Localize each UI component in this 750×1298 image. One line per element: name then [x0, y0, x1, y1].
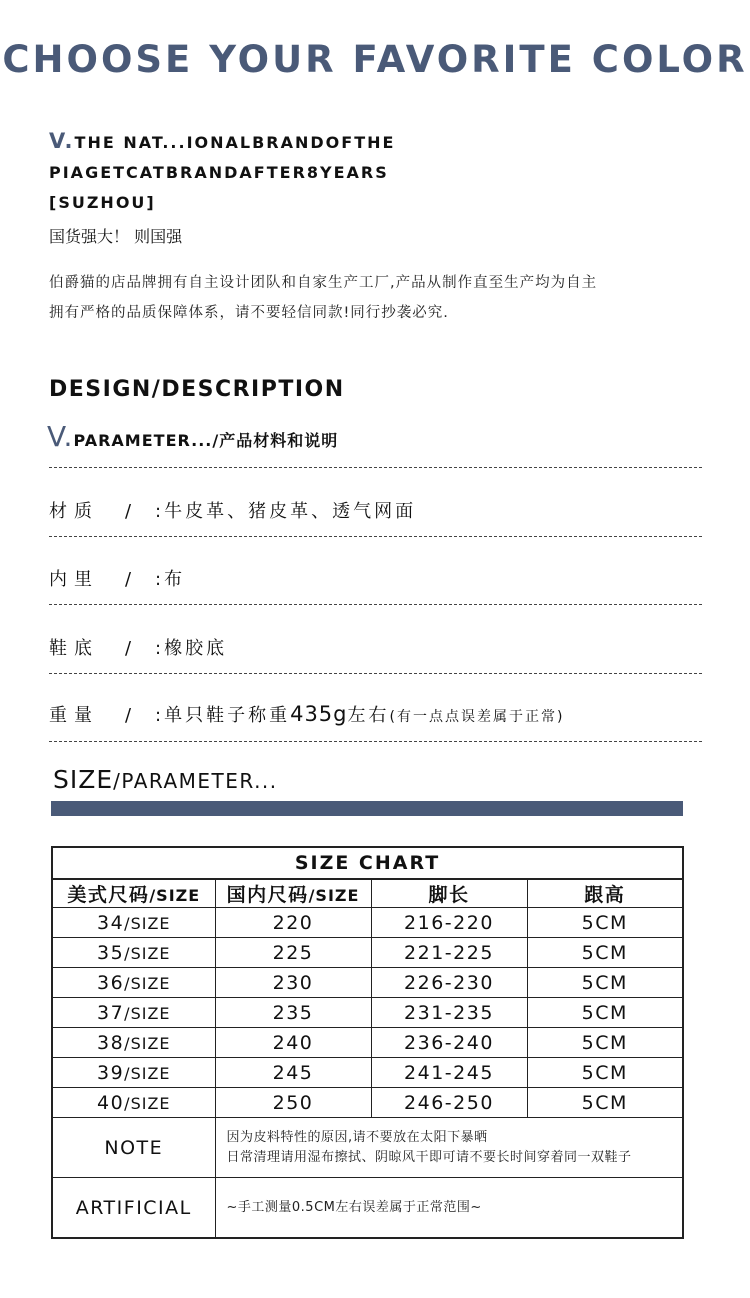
us-size-suffix: /SIZE — [124, 973, 171, 993]
cell-foot-length: 231-235 — [371, 998, 527, 1028]
parameter-heading — [47, 420, 338, 453]
divider — [49, 467, 702, 468]
param-row-weight — [49, 701, 564, 727]
cell-heel-height: 5CM — [527, 938, 683, 968]
cell-foot-length: 241-245 — [371, 1058, 527, 1088]
artificial-text: ~手工测量0.5CM左右误差属于正常范围~ — [215, 1178, 683, 1239]
param-separator: / — [125, 705, 139, 726]
cell-heel-height: 5CM — [527, 908, 683, 938]
cell-us-size — [52, 1058, 215, 1088]
us-size-value: 37 — [96, 1001, 125, 1024]
description-line-1: 伯爵猫的店品牌拥有自主设计团队和自家生产工厂,产品从制作直至生产均为自主 — [49, 275, 598, 291]
cell-heel-height: 5CM — [527, 998, 683, 1028]
table-row — [52, 908, 683, 938]
cell-foot-length: 246-250 — [371, 1088, 527, 1118]
brand-block — [49, 126, 395, 218]
cell-heel-height: 5CM — [527, 1058, 683, 1088]
cell-us-size — [52, 998, 215, 1028]
weight-suffix: 左右 — [347, 705, 390, 726]
us-size-value: 36 — [96, 971, 125, 994]
us-size-value: 38 — [96, 1031, 125, 1054]
param-label: 材质 — [49, 501, 99, 522]
us-size-value: 40 — [96, 1091, 125, 1114]
header-main: 美式尺码 — [67, 884, 150, 906]
param-value: :橡胶底 — [155, 638, 228, 659]
brand-description — [49, 268, 699, 328]
note-text — [215, 1118, 683, 1178]
us-size-suffix: /SIZE — [124, 1003, 171, 1023]
cell-cn-size: 250 — [215, 1088, 371, 1118]
param-row-material — [49, 497, 416, 523]
v-mark: V. — [49, 129, 75, 153]
cell-foot-length: 221-225 — [371, 938, 527, 968]
table-row — [52, 968, 683, 998]
brand-line-1 — [49, 126, 395, 158]
param-separator: / — [125, 501, 139, 522]
us-size-suffix: /SIZE — [124, 1093, 171, 1113]
cell-foot-length: 236-240 — [371, 1028, 527, 1058]
slogan: 国货强大！ 则国强 — [49, 227, 183, 246]
cell-cn-size: 245 — [215, 1058, 371, 1088]
artificial-label: ARTIFICIAL — [52, 1178, 215, 1239]
table-row — [52, 1028, 683, 1058]
divider — [49, 741, 702, 742]
note-label: NOTE — [52, 1118, 215, 1178]
cell-us-size — [52, 908, 215, 938]
note-row — [52, 1118, 683, 1178]
cell-cn-size: 240 — [215, 1028, 371, 1058]
header-heel-height: 跟高 — [527, 879, 683, 908]
param-label: 内里 — [49, 569, 99, 590]
divider — [49, 604, 702, 605]
cell-us-size — [52, 1088, 215, 1118]
v-mark: V. — [47, 420, 74, 453]
cell-us-size — [52, 938, 215, 968]
table-row — [52, 938, 683, 968]
cell-heel-height: 5CM — [527, 968, 683, 998]
size-title: SIZE — [53, 765, 114, 794]
param-separator: / — [125, 638, 139, 659]
us-size-value: 39 — [96, 1061, 125, 1084]
cell-cn-size: 230 — [215, 968, 371, 998]
brand-text-1: THE NAT...IONALBRANDOFTHE — [74, 133, 396, 152]
param-separator: / — [125, 569, 139, 590]
param-value: :布 — [155, 569, 186, 590]
header-sub: /SIZE — [149, 886, 201, 905]
header-foot-length: 脚长 — [371, 879, 527, 908]
header-main: 国内尺码 — [226, 884, 309, 906]
cell-foot-length: 226-230 — [371, 968, 527, 998]
param-label: 鞋底 — [49, 638, 99, 659]
table-row — [52, 1088, 683, 1118]
cell-heel-height: 5CM — [527, 1028, 683, 1058]
size-chart-table — [51, 846, 684, 1239]
us-size-suffix: /SIZE — [124, 1063, 171, 1083]
cell-heel-height: 5CM — [527, 1088, 683, 1118]
note-line-1: 因为皮料特性的原因,请不要放在太阳下暴晒 — [226, 1129, 488, 1145]
size-subtitle: /PARAMETER... — [113, 769, 278, 793]
cell-us-size — [52, 1028, 215, 1058]
note-line-2: 日常清理请用湿布擦拭、阴晾风干即可请不要长时间穿着同一双鞋子 — [226, 1149, 632, 1165]
brand-line-3: [SUZHOU] — [49, 193, 156, 212]
weight-value: 435g — [290, 702, 348, 726]
param-label: 重量 — [49, 705, 99, 726]
param-value: :单只鞋子称重 — [155, 705, 291, 726]
cell-us-size — [52, 968, 215, 998]
brand-line-2: PIAGETCATBRANDAFTER8YEARS — [49, 163, 389, 182]
artificial-row — [52, 1178, 683, 1239]
size-chart-caption: SIZE CHART — [52, 847, 683, 879]
accent-bar — [51, 801, 683, 816]
table-row — [52, 1058, 683, 1088]
param-row-lining — [49, 565, 185, 591]
table-header-row — [52, 879, 683, 908]
us-size-suffix: /SIZE — [124, 913, 171, 933]
param-value: :牛皮革、猪皮革、透气网面 — [155, 501, 417, 522]
divider — [49, 673, 702, 674]
table-row — [52, 998, 683, 1028]
cell-foot-length: 216-220 — [371, 908, 527, 938]
page-title: CHOOSE YOUR FAVORITE COLOR — [2, 38, 748, 81]
design-heading: DESIGN/DESCRIPTION — [49, 377, 345, 402]
us-size-suffix: /SIZE — [124, 943, 171, 963]
weight-note: (有一点点误差属于正常) — [389, 709, 565, 725]
cell-cn-size: 220 — [215, 908, 371, 938]
param-row-sole — [49, 634, 227, 660]
header-cn-size — [215, 879, 371, 908]
size-heading — [53, 765, 278, 794]
header-us-size — [52, 879, 215, 908]
header-sub: /SIZE — [308, 886, 360, 905]
us-size-value: 35 — [96, 941, 125, 964]
divider — [49, 536, 702, 537]
us-size-suffix: /SIZE — [124, 1033, 171, 1053]
cell-cn-size: 225 — [215, 938, 371, 968]
parameter-label: PARAMETER.../产品材料和说明 — [73, 431, 339, 450]
us-size-value: 34 — [96, 911, 125, 934]
description-line-2: 拥有严格的品质保障体系，请不要轻信同款!同行抄袭必究. — [49, 305, 449, 321]
cell-cn-size: 235 — [215, 998, 371, 1028]
